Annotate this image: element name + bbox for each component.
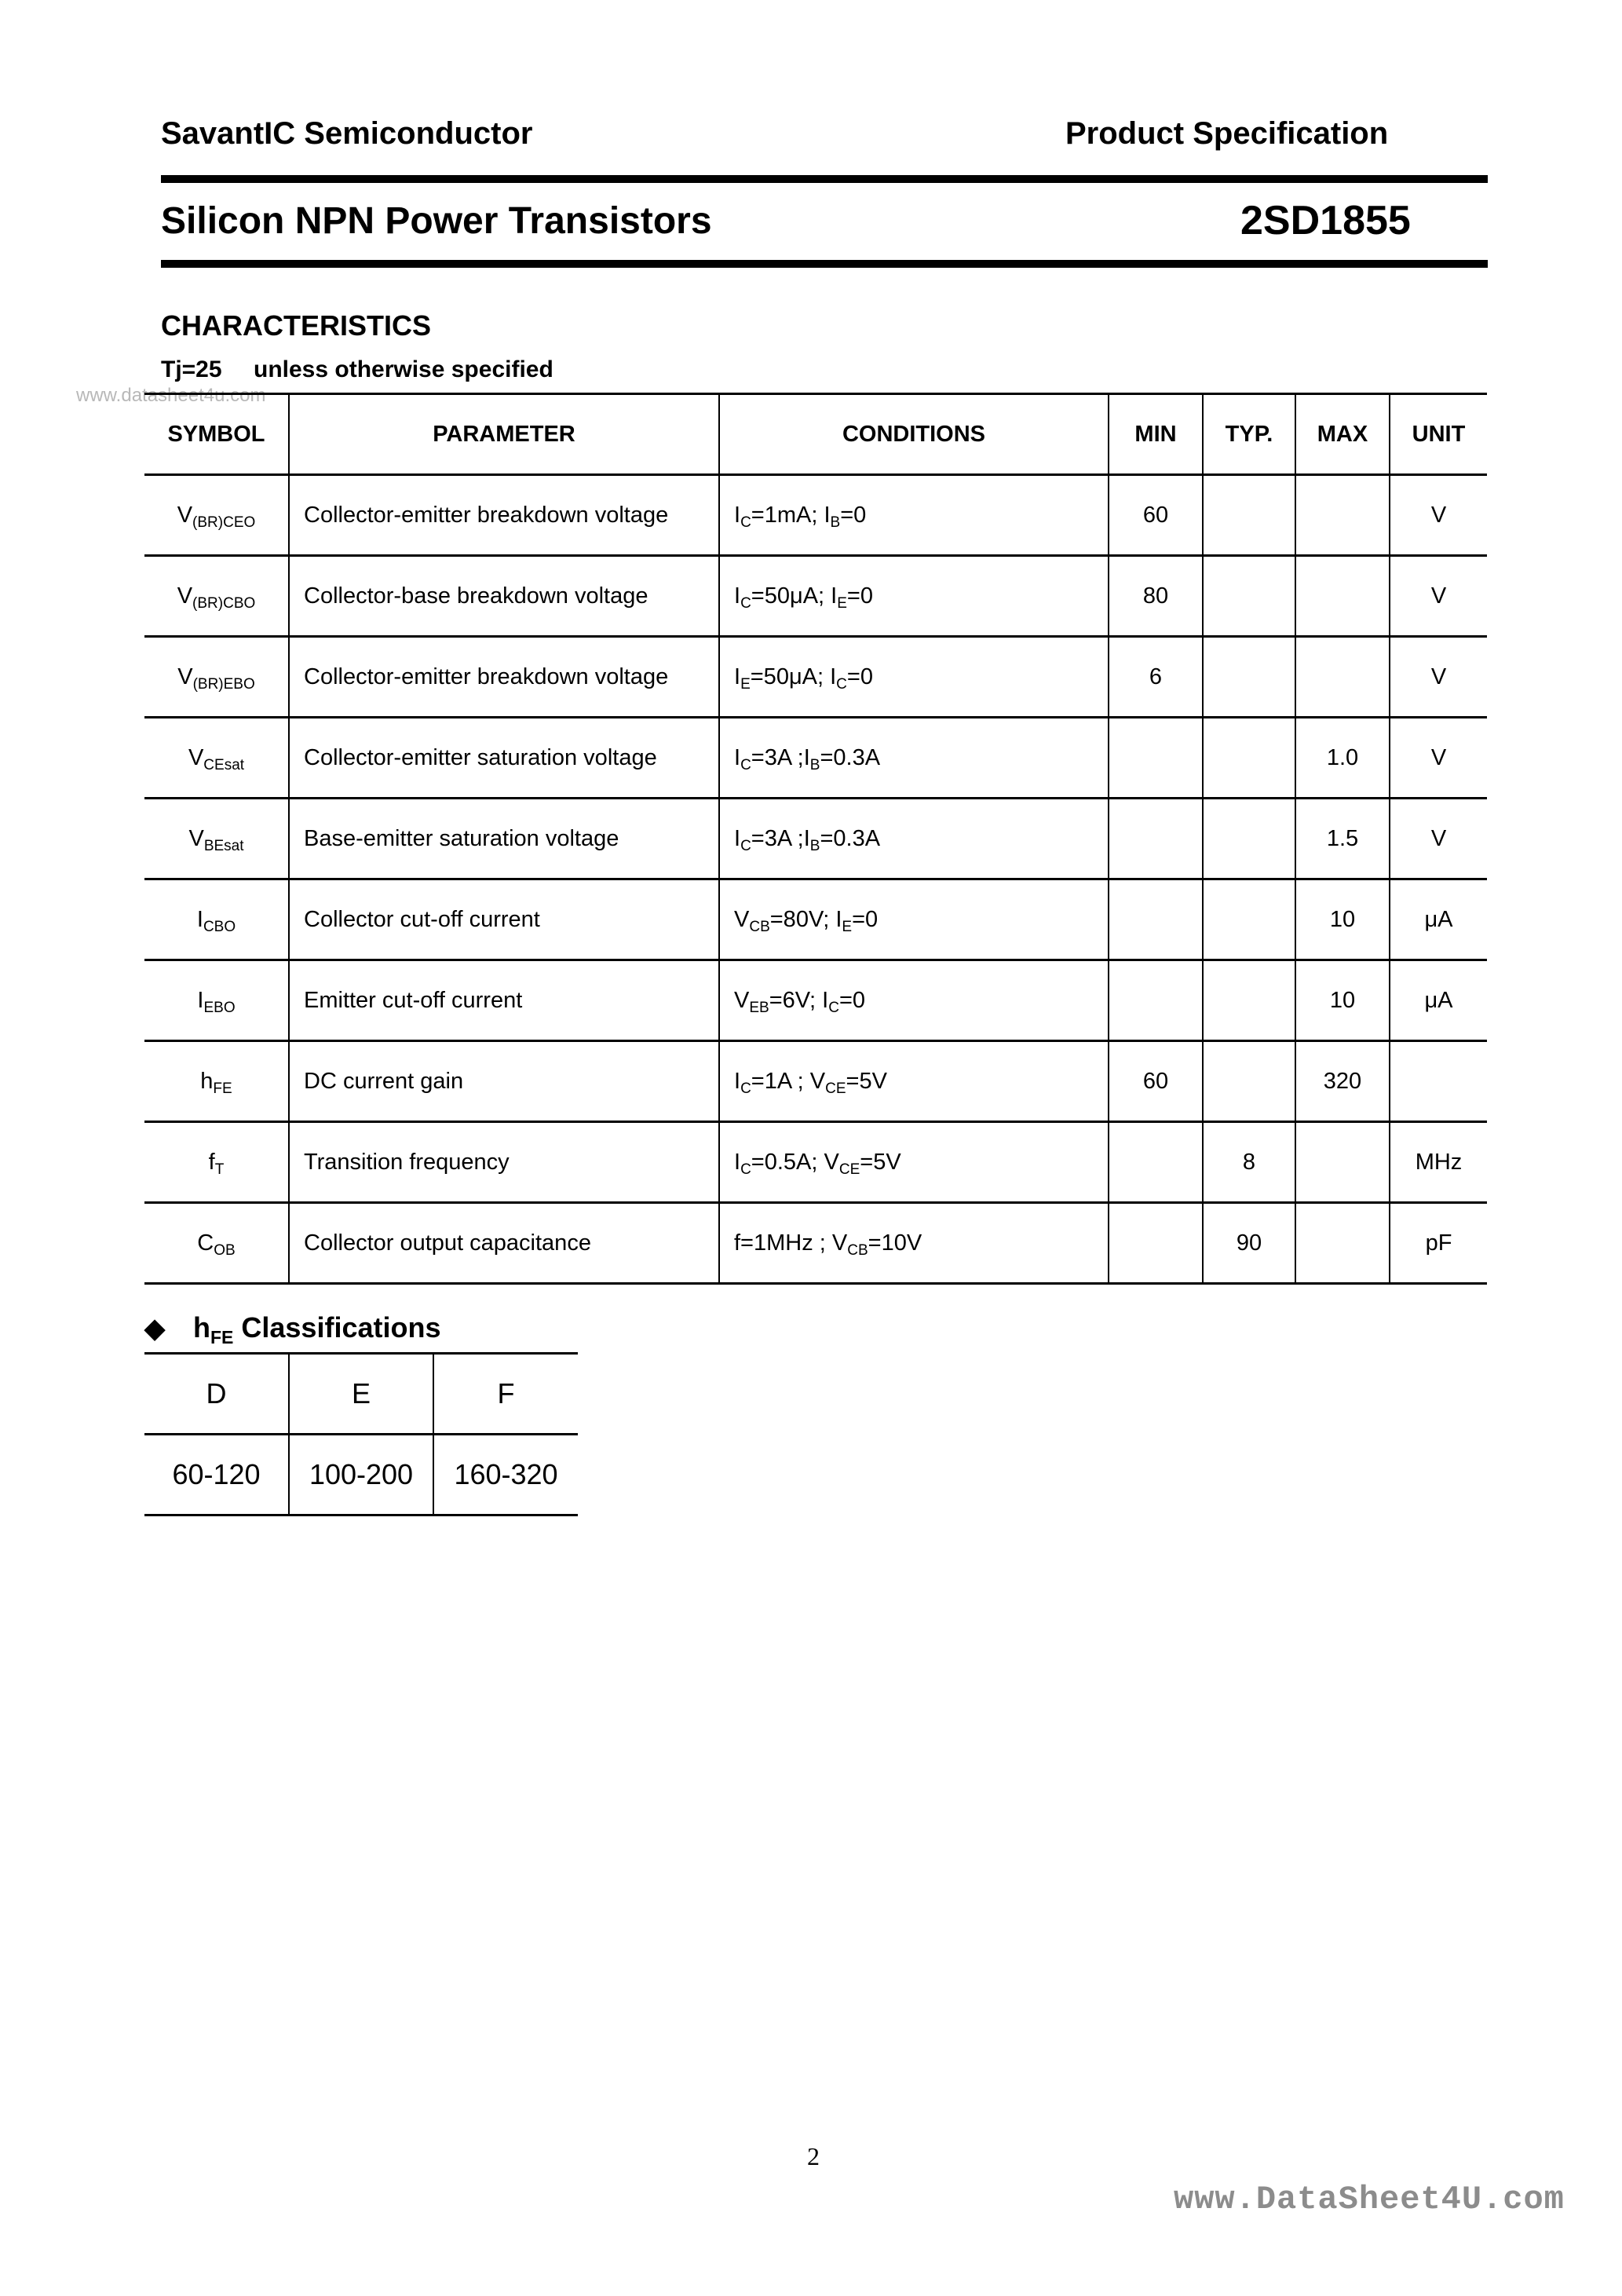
condition-subscript: E: [837, 594, 847, 612]
table-row: [144, 475, 1487, 556]
conditions-cell: [719, 637, 1109, 718]
max-cell: 10: [1295, 960, 1390, 1041]
symbol-subscript: CEsat: [203, 756, 245, 773]
symbol-subscript: T: [214, 1161, 225, 1178]
unit-cell: V: [1390, 637, 1487, 718]
condition-text: =80V; I: [769, 906, 842, 932]
header-rule-top: [161, 175, 1488, 183]
max-cell: [1295, 1203, 1390, 1284]
conditions-cell: [719, 475, 1109, 556]
symbol-subscript: (BR)EBO: [192, 675, 255, 693]
condition-text: =6V; I: [769, 987, 829, 1013]
unit-cell: V: [1390, 475, 1487, 556]
parameter-cell: Collector-base breakdown voltage: [289, 556, 719, 637]
parameter-cell: Collector-emitter breakdown voltage: [289, 637, 719, 718]
condition-text: =0: [838, 987, 866, 1013]
symbol-subscript: FE: [213, 1080, 232, 1097]
parameter-cell: Collector output capacitance: [289, 1203, 719, 1284]
symbol-cell: [144, 879, 289, 960]
min-cell: 60: [1109, 1041, 1203, 1122]
watermark-top: www.datasheet4u.com: [76, 385, 266, 406]
header-max: MAX: [1295, 394, 1390, 475]
hfe-range-row: [144, 1435, 578, 1515]
symbol-cell: [144, 637, 289, 718]
parameter-cell: Base-emitter saturation voltage: [289, 799, 719, 879]
symbol-cell: [144, 718, 289, 799]
hfe-rank: F: [433, 1354, 578, 1435]
typ-cell: [1203, 960, 1295, 1041]
condition-subscript: C: [836, 675, 847, 693]
max-cell: [1295, 1122, 1390, 1203]
symbol-subscript: (BR)CEO: [192, 514, 256, 531]
table-row: [144, 1041, 1487, 1122]
header-rule-bottom: [161, 260, 1488, 268]
condition-text: V: [734, 906, 750, 932]
table-row: [144, 879, 1487, 960]
parameter-cell: Collector-emitter breakdown voltage: [289, 475, 719, 556]
min-cell: 6: [1109, 637, 1203, 718]
condition-subscript: B: [809, 837, 820, 854]
condition-text: I: [734, 583, 741, 609]
min-cell: [1109, 1203, 1203, 1284]
condition-text: =3A ;I: [751, 825, 810, 851]
symbol-main: C: [197, 1230, 214, 1256]
hfe-classification-table: [144, 1352, 578, 1516]
conditions-cell: [719, 960, 1109, 1041]
typ-cell: [1203, 1041, 1295, 1122]
condition-subscript: E: [740, 675, 751, 693]
part-number: 2SD1855: [1240, 198, 1411, 243]
symbol-main: f: [208, 1149, 215, 1175]
symbol-subscript: CBO: [203, 918, 236, 935]
header-unit: UNIT: [1390, 394, 1487, 475]
table-row: [144, 960, 1487, 1041]
header-typ: TYP.: [1203, 394, 1295, 475]
min-cell: [1109, 960, 1203, 1041]
parameter-cell: Transition frequency: [289, 1122, 719, 1203]
condition-subscript: C: [740, 514, 751, 531]
condition-subscript: C: [740, 837, 751, 854]
max-cell: 320: [1295, 1041, 1390, 1122]
characteristics-table: [144, 393, 1487, 1285]
max-cell: [1295, 556, 1390, 637]
condition-text: =50μA; I: [750, 664, 837, 689]
condition-text: =0.5A; V: [751, 1149, 839, 1175]
symbol-main: V: [177, 664, 193, 689]
condition-subscript: B: [830, 514, 841, 531]
condition-text: I: [734, 502, 741, 528]
hfe-range: 100-200: [289, 1435, 433, 1515]
condition-subscript: C: [740, 594, 751, 612]
table-row: [144, 799, 1487, 879]
condition-text: =5V: [860, 1149, 901, 1175]
symbol-cell: [144, 799, 289, 879]
max-cell: 10: [1295, 879, 1390, 960]
conditions-cell: [719, 799, 1109, 879]
table-row: [144, 718, 1487, 799]
symbol-cell: [144, 1122, 289, 1203]
condition-text: f=1MHz ; V: [734, 1230, 848, 1256]
condition-text: =0: [846, 583, 873, 609]
parameter-cell: Collector cut-off current: [289, 879, 719, 960]
typ-cell: [1203, 556, 1295, 637]
condition-subscript: E: [842, 918, 853, 935]
hfe-range: 60-120: [144, 1435, 289, 1515]
min-cell: [1109, 718, 1203, 799]
header-conditions: CONDITIONS: [719, 394, 1109, 475]
condition-text: =0.3A: [820, 825, 881, 851]
conditions-cell: [719, 1041, 1109, 1122]
condition-subscript: CE: [825, 1080, 846, 1097]
conditions-cell: [719, 1122, 1109, 1203]
max-cell: [1295, 637, 1390, 718]
hfe-range: 160-320: [433, 1435, 578, 1515]
symbol-main: h: [200, 1068, 214, 1094]
condition-text: =50μA; I: [751, 583, 838, 609]
typ-cell: [1203, 637, 1295, 718]
condition-text: =10V: [868, 1230, 922, 1256]
symbol-subscript: OB: [214, 1241, 236, 1259]
condition-subscript: EB: [749, 999, 769, 1016]
condition-text: =1A ; V: [751, 1068, 826, 1094]
condition-text: I: [734, 1068, 741, 1094]
condition-text: unless otherwise specified: [254, 356, 553, 382]
min-cell: [1109, 879, 1203, 960]
table-row: [144, 556, 1487, 637]
condition-text: I: [734, 825, 741, 851]
symbol-main: I: [196, 906, 203, 932]
condition-text: I: [734, 744, 741, 770]
header-min: MIN: [1109, 394, 1203, 475]
conditions-cell: [719, 556, 1109, 637]
min-cell: [1109, 1122, 1203, 1203]
page-number: 2: [807, 2142, 820, 2170]
table-row: [144, 1203, 1487, 1284]
document-title: Silicon NPN Power Transistors: [161, 200, 712, 242]
tj-value: Tj=25: [161, 356, 222, 382]
unit-cell: V: [1390, 799, 1487, 879]
min-cell: [1109, 799, 1203, 879]
conditions-cell: [719, 879, 1109, 960]
hfe-rank: E: [289, 1354, 433, 1435]
symbol-cell: [144, 1203, 289, 1284]
unit-cell: [1390, 1041, 1487, 1122]
condition-text: =5V: [846, 1068, 887, 1094]
table-header-row: [144, 394, 1487, 475]
condition-text: =0: [846, 664, 873, 689]
max-cell: [1295, 475, 1390, 556]
hfe-rank: D: [144, 1354, 289, 1435]
header-symbol: SYMBOL: [144, 394, 289, 475]
unit-cell: μA: [1390, 960, 1487, 1041]
parameter-cell: DC current gain: [289, 1041, 719, 1122]
table-row: [144, 637, 1487, 718]
max-cell: 1.5: [1295, 799, 1390, 879]
symbol-main: V: [177, 502, 193, 528]
table-row: [144, 1122, 1487, 1203]
condition-text: V: [734, 987, 750, 1013]
unit-cell: V: [1390, 556, 1487, 637]
header-parameter: PARAMETER: [289, 394, 719, 475]
unit-cell: μA: [1390, 879, 1487, 960]
document-type: Product Specification: [1065, 116, 1389, 151]
condition-subscript: C: [740, 1161, 751, 1178]
parameter-cell: Collector-emitter saturation voltage: [289, 718, 719, 799]
parameter-cell: Emitter cut-off current: [289, 960, 719, 1041]
condition-subscript: C: [740, 756, 751, 773]
typ-cell: [1203, 475, 1295, 556]
symbol-subscript: EBO: [203, 999, 236, 1016]
condition-note: [161, 356, 553, 383]
condition-text: =0: [852, 906, 879, 932]
condition-subscript: C: [828, 999, 839, 1016]
conditions-cell: [719, 1203, 1109, 1284]
condition-subscript: C: [740, 1080, 751, 1097]
typ-cell: [1203, 718, 1295, 799]
symbol-subscript: (BR)CBO: [192, 594, 256, 612]
typ-cell: [1203, 799, 1295, 879]
condition-text: =1mA; I: [751, 502, 831, 528]
condition-text: =0.3A: [820, 744, 881, 770]
condition-subscript: CB: [847, 1241, 868, 1259]
symbol-main: V: [188, 744, 204, 770]
company-name: SavantIC Semiconductor: [161, 116, 533, 151]
min-cell: 60: [1109, 475, 1203, 556]
condition-subscript: CE: [838, 1161, 860, 1178]
max-cell: 1.0: [1295, 718, 1390, 799]
typ-cell: [1203, 879, 1295, 960]
symbol-main: I: [197, 987, 204, 1013]
symbol-cell: [144, 960, 289, 1041]
conditions-cell: [719, 718, 1109, 799]
symbol-main: V: [177, 583, 193, 609]
unit-cell: V: [1390, 718, 1487, 799]
diamond-bullet-icon: ◆: [144, 1314, 166, 1344]
condition-text: =3A ;I: [751, 744, 810, 770]
condition-subscript: CB: [749, 918, 770, 935]
unit-cell: MHz: [1390, 1122, 1487, 1203]
hfe-classifications-title: ◆ $h_{FE}$ Classifications: [144, 1311, 441, 1347]
typ-cell: 8: [1203, 1122, 1295, 1203]
symbol-main: V: [188, 825, 204, 851]
watermark-bottom: www.DataSheet4U.com: [1174, 2181, 1565, 2218]
symbol-cell: [144, 1041, 289, 1122]
symbol-cell: [144, 556, 289, 637]
unit-cell: pF: [1390, 1203, 1487, 1284]
condition-text: I: [734, 1149, 741, 1175]
condition-subscript: B: [809, 756, 820, 773]
min-cell: 80: [1109, 556, 1203, 637]
hfe-rank-row: [144, 1354, 578, 1435]
typ-cell: 90: [1203, 1203, 1295, 1284]
condition-text: =0: [840, 502, 867, 528]
symbol-subscript: BEsat: [203, 837, 244, 854]
section-title: CHARACTERISTICS: [161, 309, 432, 342]
condition-text: I: [734, 664, 741, 689]
symbol-cell: [144, 475, 289, 556]
